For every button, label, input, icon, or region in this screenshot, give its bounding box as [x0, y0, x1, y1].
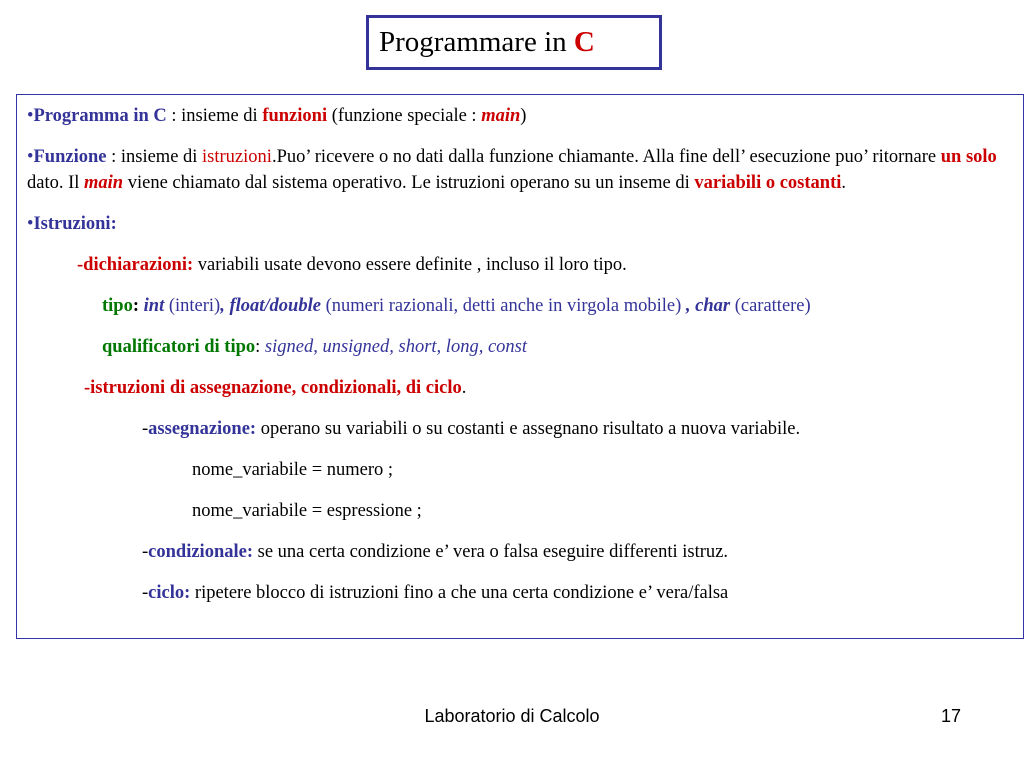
- text: nome_variabile = espressione ;: [192, 501, 422, 521]
- text: .Puo’ ricevere o no dati dalla funzione chiamante. Alla fine dell’ esecuzione puo’ ritornare: [271, 147, 941, 167]
- text: dato. Il: [27, 173, 85, 193]
- kw-float: , float/double: [220, 296, 321, 316]
- bullet-programma: [27, 103, 1015, 129]
- line-tipo: [27, 293, 1015, 319]
- kw-main: main: [481, 106, 521, 126]
- kw-istruzioni: istruzioni: [202, 147, 272, 167]
- text: .: [461, 378, 467, 398]
- line-assegnazione: [27, 416, 1015, 442]
- line-condizionale: [27, 539, 1015, 565]
- code-line-2: [27, 498, 1015, 524]
- kw-variabili: variabili o costanti: [694, 173, 842, 193]
- term-istruzioni: Istruzioni:: [33, 214, 117, 234]
- text: (funzione speciale :: [327, 106, 482, 126]
- text: nome_variabile = numero ;: [192, 460, 394, 480]
- term-funzione: Funzione: [33, 147, 107, 167]
- text: (numeri razionali, detti anche in virgola mobile): [320, 296, 686, 316]
- kw-main: main: [84, 173, 124, 193]
- text: ): [520, 106, 527, 126]
- bullet-mark: •: [27, 147, 34, 167]
- bullet-mark: •: [27, 214, 34, 234]
- text: : insieme di: [166, 106, 263, 126]
- term-istruzioni-tipi: -istruzioni di assegnazione, condizionali, di ciclo: [84, 378, 462, 398]
- kw-char: , char: [685, 296, 731, 316]
- line-ciclo: [27, 580, 1015, 606]
- code-line-1: [27, 457, 1015, 483]
- term-tipo: tipo: [102, 296, 133, 316]
- term-programma: Programma in C: [33, 106, 167, 126]
- text: variabili usate devono essere definite , incluso il loro tipo.: [193, 255, 627, 275]
- text: viene chiamato dal sistema operativo. Le istruzioni operano su un inseme di: [123, 173, 695, 193]
- page-number: 17: [940, 706, 961, 726]
- line-dichiarazioni: [27, 252, 1015, 278]
- footer-text: Laboratorio di Calcolo: [424, 706, 600, 726]
- text: :: [255, 337, 265, 357]
- text: -: [142, 542, 149, 562]
- term-ciclo: ciclo:: [148, 583, 191, 603]
- text: operano su variabili o su costanti e assegnano risultato a nuova variabile.: [256, 419, 801, 439]
- title-accent: C: [573, 26, 595, 58]
- text: (carattere): [730, 296, 811, 316]
- kw-funzioni: funzioni: [262, 106, 328, 126]
- qualificatori-list: signed, unsigned, short, long, const: [264, 337, 528, 357]
- slide-title: [366, 15, 662, 70]
- term-condizionale: condizionale:: [148, 542, 254, 562]
- bullet-mark: •: [27, 106, 34, 126]
- term-dichiarazioni: -dichiarazioni:: [77, 255, 194, 275]
- title-text: Programmare in: [379, 26, 574, 58]
- term-qualificatori: qualificatori di tipo: [102, 337, 256, 357]
- line-qualificatori: [27, 334, 1015, 360]
- bullet-istruzioni: [27, 211, 1015, 237]
- bullet-funzione: [27, 144, 1015, 196]
- term-assegnazione: assegnazione:: [148, 419, 257, 439]
- text: .: [841, 173, 847, 193]
- text: ripetere blocco di istruzioni fino a che una certa condizione e’ vera/falsa: [190, 583, 729, 603]
- text: se una certa condizione e’ vera o falsa eseguire differenti istruz.: [253, 542, 728, 562]
- text: -: [142, 583, 149, 603]
- content-box: [16, 94, 1024, 639]
- text: : insieme di: [106, 147, 203, 167]
- text: :: [132, 296, 140, 316]
- text: (interi): [164, 296, 221, 316]
- kw-un-solo: un solo: [940, 147, 997, 167]
- text: -: [142, 419, 149, 439]
- line-istruzioni-tipi: [27, 375, 1015, 401]
- kw-int: int: [139, 296, 165, 316]
